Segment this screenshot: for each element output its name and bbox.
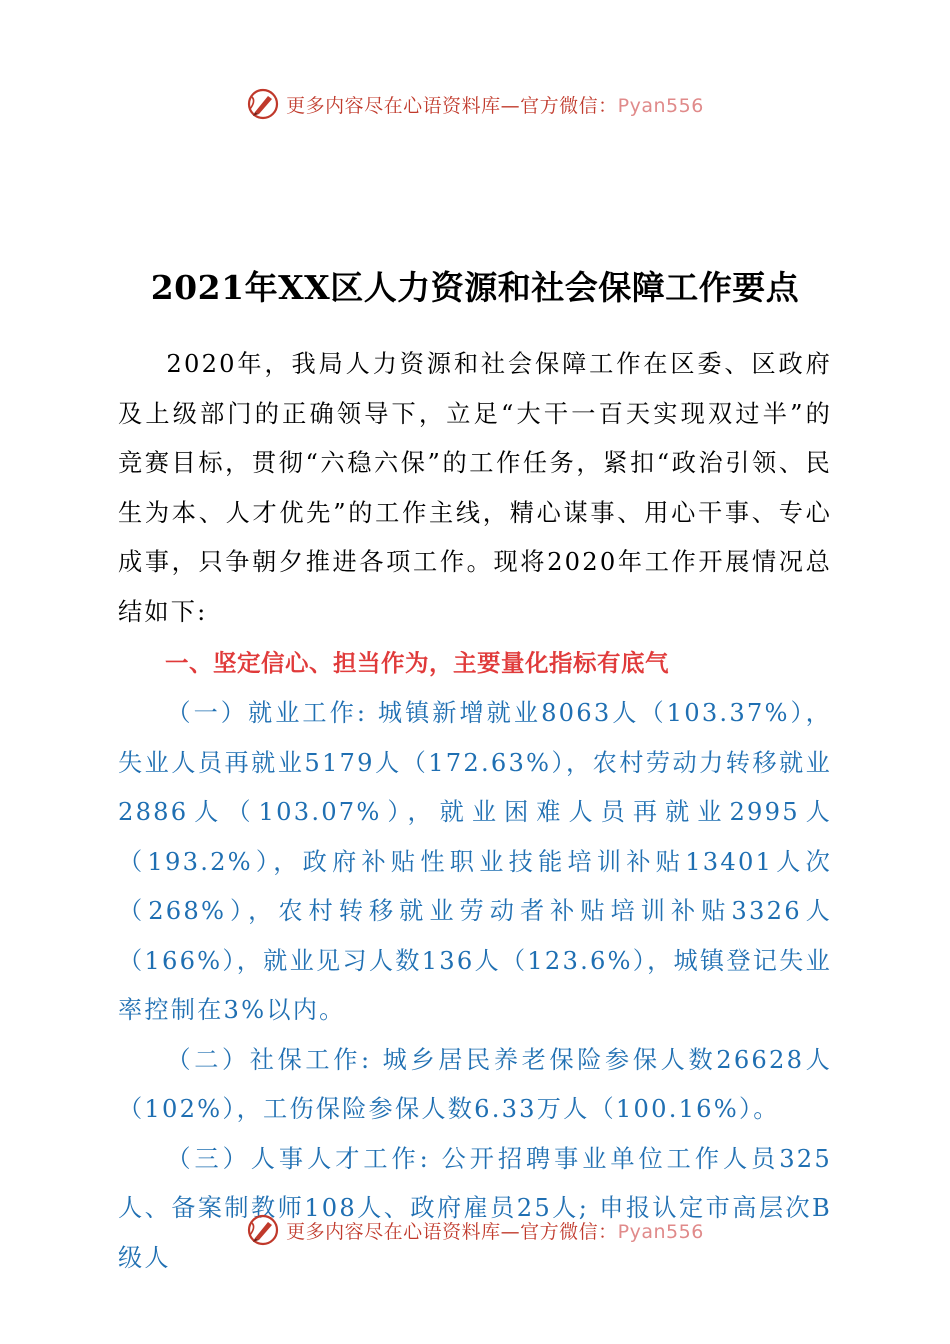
- pen-logo-icon: [246, 87, 280, 121]
- header-watermark: [0, 84, 950, 124]
- watermark-wechat-id: Pyan556: [617, 1220, 704, 1243]
- section-heading-1: 一、坚定信心、担当作为，主要量化指标有底气: [165, 649, 669, 677]
- personnel-talent-paragraph: （三）人事人才工作: 公开招聘事业单位工作人员325人、备案制教师108人、政府雇员25人; 申报认定市高层次B级人: [118, 1144, 832, 1272]
- employment-paragraph: （一）就业工作: 城镇新增就业8063人（103.37%），失业人员再就业5179人（172.63%），农村劳动力转移就业2886人（103.07%），就业困难人员再就业2995人（193.2%），政府补贴性职业技能培训补贴13401人次（268%），农村转移就业劳动者补贴培训补贴3326人（166%），就业见习人数136人（123.6%），城镇登记失业率控制在3%以内。: [118, 699, 832, 1024]
- intro-paragraph: 2020年，我局人力资源和社会保障工作在区委、区政府及上级部门的正确领导下，立足“大干一百天实现双过半”的竞赛目标，贯彻“六稳六保”的工作任务，紧扣“政治引领、民生为本、人才优先”的工作主线，精心谋事、用心干事、专心成事，只争朝夕推进各项工作。现将2020年工作开展情况总结如下:: [118, 350, 832, 626]
- watermark-text: 更多内容尽在心语资料库—官方微信：Pyan556: [286, 94, 704, 117]
- watermark-wechat-id: Pyan556: [617, 94, 704, 117]
- document-title: 2021年XX区人力资源和社会保障工作要点: [150, 268, 800, 307]
- footer-watermark: [0, 1210, 950, 1250]
- document-body: [118, 340, 832, 1283]
- social-security-paragraph: （二）社保工作: 城乡居民养老保险参保人数26628人（102%），工伤保险参保人数6.33万人（100.16%）。: [118, 1045, 832, 1123]
- watermark-text: 更多内容尽在心语资料库—官方微信：Pyan556: [286, 1220, 704, 1243]
- pen-logo-icon: [246, 1213, 280, 1247]
